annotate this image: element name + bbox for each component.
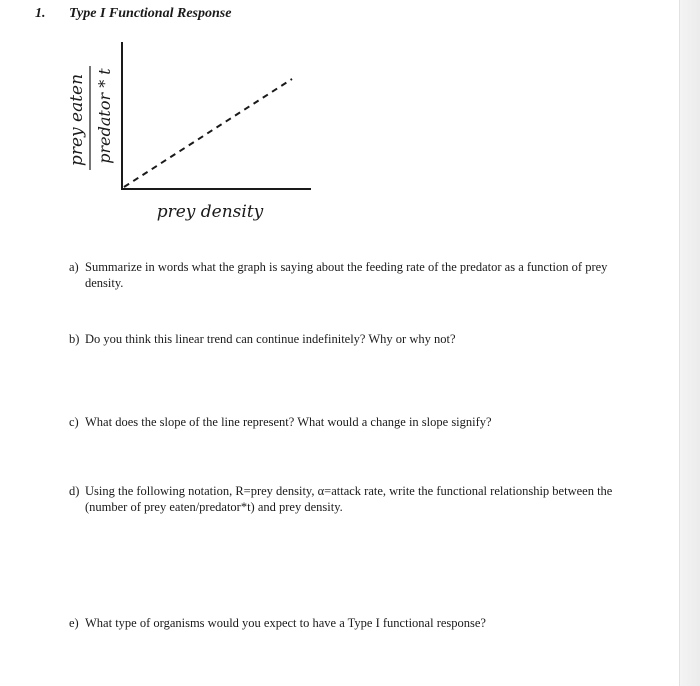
x-axis-label: prey density (156, 202, 264, 222)
question-a-text: Summarize in words what the graph is saying about the feeding rate of the predator as a function of prey density. (85, 260, 608, 290)
question-d (69, 483, 621, 515)
response-line (124, 79, 292, 187)
question-a (69, 259, 609, 291)
question-e (69, 615, 629, 631)
y-axis-label-numerator: prey eaten (67, 73, 87, 167)
question-c-letter: c) (69, 415, 79, 429)
question-number: 1. (35, 6, 46, 21)
question-a-letter: a) (69, 260, 79, 274)
question-b-letter: b) (69, 332, 80, 346)
functional-response-graph (0, 0, 700, 230)
question-d-letter: d) (69, 484, 80, 498)
section-title: Type I Functional Response (69, 6, 232, 21)
question-c (69, 414, 629, 430)
question-c-text: What does the slope of the line represent? What would a change in slope signify? (85, 415, 492, 429)
question-b (69, 331, 629, 347)
question-d-text: Using the following notation, R=prey density, α=attack rate, write the functional relationship between the (number of prey eaten/predator*t) and prey density. (85, 484, 613, 514)
question-b-text: Do you think this linear trend can continue indefinitely? Why or why not? (85, 332, 456, 346)
question-e-text: What type of organisms would you expect to have a Type I functional response? (85, 616, 486, 630)
y-axis-label-denominator: predator * t (95, 68, 114, 164)
question-e-letter: e) (69, 616, 79, 630)
